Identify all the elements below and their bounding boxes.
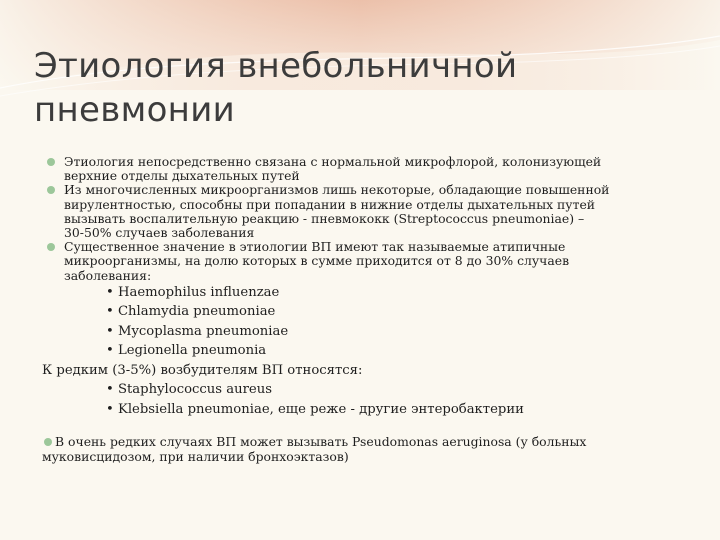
bullet-dot-icon	[47, 186, 55, 194]
bullet-line: Существенное значение в этиологии ВП имеют так называемые атипичные	[64, 239, 566, 255]
bullet-microflora	[44, 155, 684, 183]
bullet-line: заболевания:	[64, 267, 152, 283]
bullet-line: Этиология непосредственно связана с нормальной микрофлорой, колонизующей	[64, 154, 602, 169]
bullet-line: В очень редких случаях ВП может вызывать Pseudomonas aeruginosa (у больных	[55, 434, 587, 450]
slide-title-line-2: пневмонии	[34, 90, 235, 130]
bullet-line: Из многочисленных микроорганизмов лишь некоторые, обладающие повышенной	[64, 182, 610, 198]
bullet-dot-icon	[44, 438, 52, 446]
rare-organism-item: • Staphylococcus aureus	[106, 382, 272, 398]
slide-content	[44, 155, 684, 464]
rare-pathogens-heading: К редким (3-5%) возбудителям ВП относятся:	[42, 362, 363, 378]
bullet-dot-icon	[47, 243, 55, 251]
bullet-line: вирулентностью, способны при попадании в нижние отделы дыхательных путей	[64, 196, 596, 212]
atypical-organism-item: • Haemophilus influenzae	[106, 284, 280, 300]
bullet-dot-icon	[47, 158, 55, 166]
bullet-line: верхние отделы дыхательных путей	[64, 168, 300, 184]
bullet-line: микроорганизмы, на долю которых в сумме приходится от 8 до 30% случаев	[64, 253, 570, 269]
bullet-atypical	[44, 240, 684, 283]
spacer	[44, 419, 684, 435]
bullet-line: 30-50% случаев заболевания	[64, 225, 255, 241]
atypical-organism-item: • Mycoplasma pneumoniae	[106, 323, 289, 339]
atypical-organism-item: • Legionella pneumonia	[106, 343, 267, 359]
bullet-line: муковисцидозом, при наличии бронхоэктазов)	[42, 448, 349, 464]
atypical-organism-item: • Chlamydia pneumoniae	[106, 304, 276, 320]
bullet-pseudomonas	[44, 435, 684, 449]
bullet-line: вызывать воспалительную реакцию - пневмококк (Streptococcus pneumoniae) –	[64, 210, 585, 226]
bullet-pneumococcus	[44, 183, 684, 240]
rare-organism-item: • Klebsiella pneumoniae, еще реже - другие энтеробактерии	[106, 401, 524, 417]
slide-title	[34, 44, 684, 132]
slide-title-line-1: Этиология внебольничной	[34, 46, 518, 86]
